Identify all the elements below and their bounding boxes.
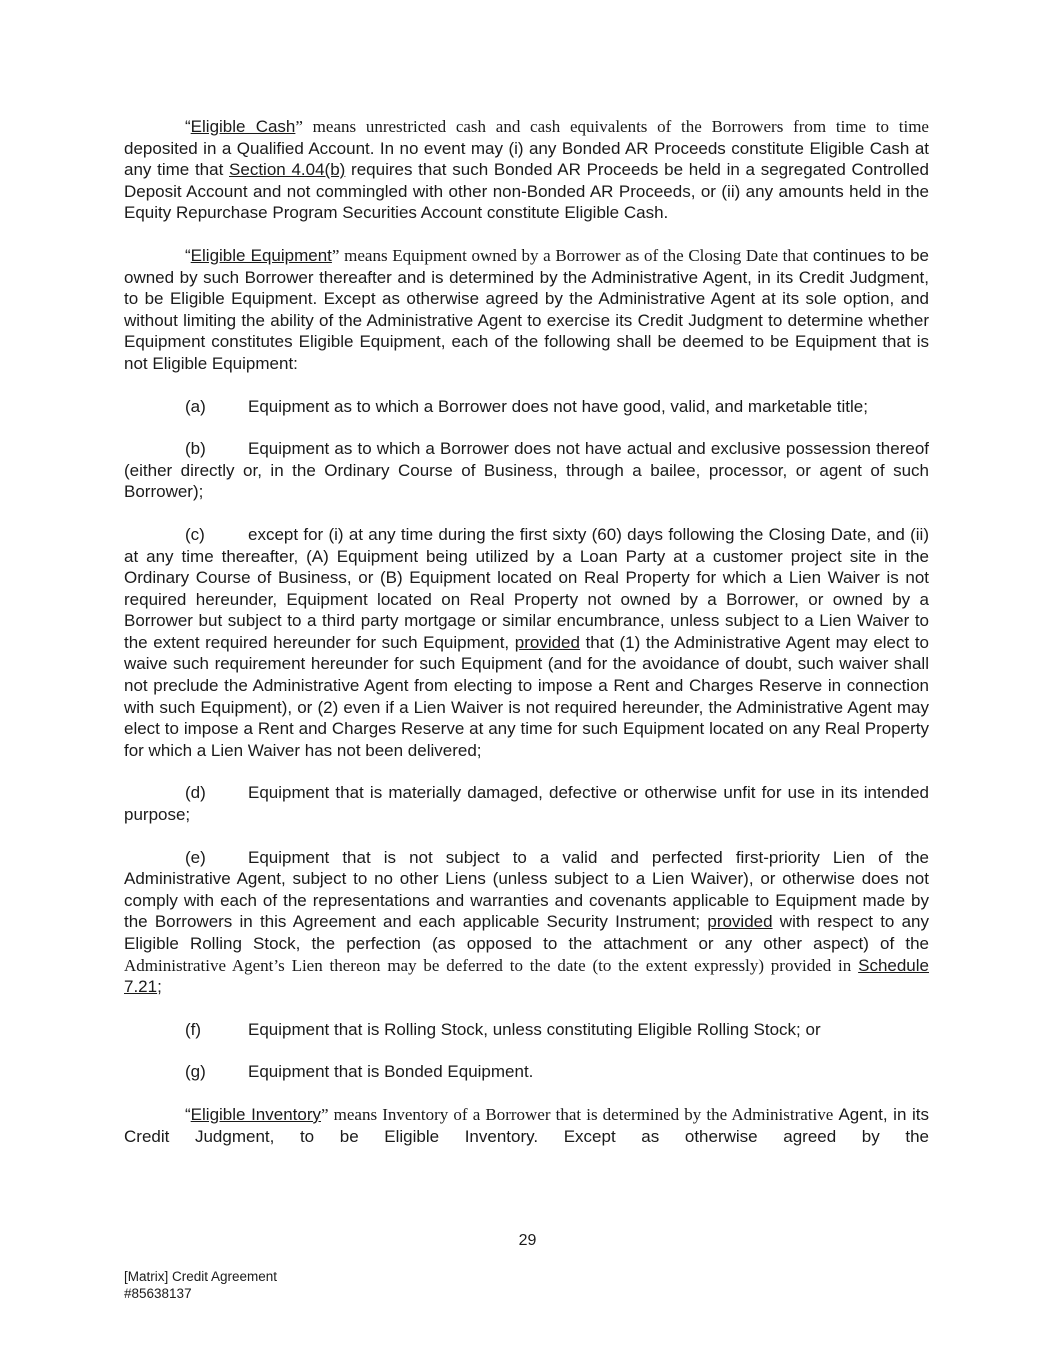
text-segment: “ bbox=[185, 117, 191, 136]
list-label: (d) bbox=[185, 783, 206, 803]
list-label: (c) bbox=[185, 524, 205, 544]
text-segment: ” means Equipment owned by a Borrower as of the Closing Date that bbox=[331, 245, 813, 265]
definition-eligible-cash bbox=[124, 116, 929, 224]
text-segment: Equipment that is Bonded Equipment. bbox=[248, 1062, 534, 1082]
list-item-e bbox=[124, 847, 929, 998]
list-label: (b) bbox=[185, 439, 206, 459]
defined-term: Eligible Inventory bbox=[190, 1104, 321, 1124]
text-segment: “ bbox=[185, 1104, 191, 1124]
list-label: (e) bbox=[185, 847, 206, 867]
document-footer bbox=[124, 1268, 277, 1302]
text-segment: requires that such Bonded AR Proceeds be held in a segregated Controlled Deposit Account and not commingled with other non-Bonded AR Proceeds, or (ii) any amounts held in the Equity Repurchase Program Securities Account constitute Eligible Cash. bbox=[124, 160, 929, 223]
text-segment: Equipment that is not subject to a valid and perfected first-priority Lien of the Administrative Agent, subject to no other Liens (unless subject to a Lien Waiver), or otherwise does not comply with each of the representations and warranties and covenants applicable to Equipment made by the Borrowers in this Agreement and each applicable Security Instrument; bbox=[124, 847, 929, 932]
definition-eligible-equipment bbox=[124, 245, 929, 375]
document-body bbox=[124, 116, 929, 1168]
list-item-f bbox=[124, 1019, 929, 1041]
text-segment: ” means Inventory of a Borrower that is determined by the Administrative bbox=[321, 1104, 839, 1124]
text-segment: except for (i) at any time during the first sixty (60) days following the Closing Date, and (ii) at any time thereafter, (A) Equipment being utilized by a Loan Party at a customer project site in the Ordinary Course of Business, or (B) Equipment located on Real Property for which a Lien Waiver is not required hereunder, Equipment located on Real Property not owned by a Borrower, or owned by a Borrower but subject to a third party mortgage or similar encumbrance, unless subject to a Lien Waiver to the extent required hereunder for such Equipment, bbox=[124, 524, 929, 652]
defined-term: Eligible Equipment bbox=[190, 245, 332, 265]
text-segment: deposited in a Qualified Account. In no event may (i) any Bonded AR Proceeds constitute Eligible Cash at any time that bbox=[124, 138, 929, 180]
text-segment: Equipment as to which a Borrower does not have actual and exclusive possession thereof (either directly or, in the Ordinary Course of Business, through a bailee, processor, or agent of such Borrower); bbox=[124, 439, 929, 502]
text-segment: Agent, in its Credit Judgment, to be Eligible Inventory. Except as otherwise agreed by the bbox=[124, 1104, 929, 1146]
footer-doc-id: #85638137 bbox=[124, 1286, 192, 1301]
text-segment: “ bbox=[185, 245, 191, 265]
text-segment: ” means unrestricted cash and cash equivalents of the Borrowers from time to time bbox=[295, 117, 929, 136]
text-segment: ; bbox=[157, 977, 162, 997]
list-item-g bbox=[124, 1061, 929, 1083]
page-number: 29 bbox=[518, 1232, 537, 1249]
defined-term: Eligible Cash bbox=[190, 117, 296, 136]
list-item-d bbox=[124, 782, 929, 825]
text-segment: Administrative Agent’s Lien thereon may be deferred to the date (to the extent expressly) provided in bbox=[124, 955, 859, 975]
list-label: (a) bbox=[185, 396, 206, 416]
text-segment: with respect to any Eligible Rolling Stock, the perfection (as opposed to the attachment or any other aspect) of the bbox=[124, 912, 929, 953]
list-label: (f) bbox=[185, 1019, 202, 1039]
text-segment: Equipment that is materially damaged, defective or otherwise unfit for use in its intended purpose; bbox=[124, 783, 929, 825]
text-segment: Equipment that is Rolling Stock, unless constituting Eligible Rolling Stock; or bbox=[248, 1019, 821, 1039]
list-item-b bbox=[124, 438, 929, 503]
defined-term: Schedule 7.21 bbox=[124, 955, 929, 997]
list-label: (g) bbox=[185, 1062, 206, 1082]
definition-eligible-inventory bbox=[124, 1104, 929, 1147]
defined-term: provided bbox=[707, 912, 773, 932]
text-segment: that (1) the Administrative Agent may elect to waive such requirement hereunder for such Equipment (and for the avoidance of doubt, such waiver shall not preclude the Administrative Agent from electing to impose a Rent and Charges Reserve in connection with such Equipment), or (2) even if a Lien Waiver is not required hereunder, the Administrative Agent may elect to impose a Rent and Charges Reserve at any time for such Equipment located on any Real Property for which a Lien Waiver has not been delivered; bbox=[124, 632, 930, 760]
footer-doc-title: [Matrix] Credit Agreement bbox=[124, 1269, 278, 1284]
defined-term: Section 4.04(b) bbox=[229, 160, 346, 180]
list-item-c bbox=[124, 524, 929, 762]
list-item-a bbox=[124, 396, 929, 418]
text-segment: continues to be owned by such Borrower thereafter and is determined by the Administrative Agent, in its Credit Judgment, to be Eligible Equipment. Except as otherwise agreed by the Administrative Agent at its sole option, and without limiting the ability of the Administrative Agent to exercise its Credit Judgment to determine whether Equipment constitutes Eligible Equipment, each of the following shall be deemed to be Equipment that is not Eligible Equipment: bbox=[124, 245, 929, 373]
defined-term: provided bbox=[514, 632, 580, 652]
text-segment: Equipment as to which a Borrower does not have good, valid, and marketable title; bbox=[248, 396, 868, 416]
